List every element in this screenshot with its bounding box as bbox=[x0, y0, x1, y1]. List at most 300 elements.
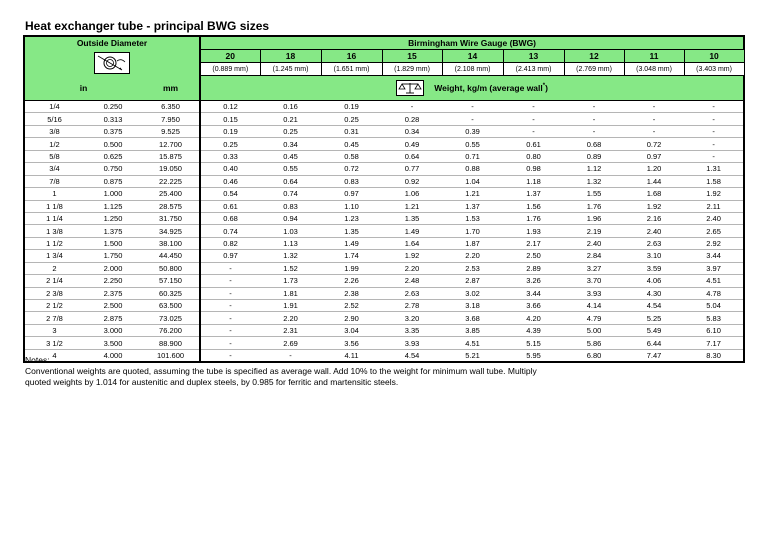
table-cell: 2.20 bbox=[260, 312, 321, 324]
table-cell: 88.900 bbox=[142, 337, 200, 349]
table-cell: 0.72 bbox=[624, 138, 684, 150]
table-cell: 3.20 bbox=[382, 312, 442, 324]
table-cell: 6.80 bbox=[564, 349, 624, 362]
table-cell: 3.93 bbox=[382, 337, 442, 349]
table-cell: 3.27 bbox=[564, 262, 624, 274]
gauge-15: 15 bbox=[382, 50, 442, 63]
table-cell: 19.050 bbox=[142, 163, 200, 175]
table-cell: 5.49 bbox=[624, 324, 684, 336]
table-cell: 2.92 bbox=[684, 237, 744, 249]
table-cell: 2.40 bbox=[624, 225, 684, 237]
table-cell: 1.750 bbox=[84, 250, 142, 262]
table-cell: - bbox=[624, 113, 684, 125]
gauge-mm-12: (2.769 mm) bbox=[564, 63, 624, 76]
table-cell: 2.87 bbox=[442, 275, 503, 287]
table-cell: 0.25 bbox=[260, 125, 321, 137]
table-cell: 50.800 bbox=[142, 262, 200, 274]
table-row bbox=[24, 250, 744, 262]
table-cell: 3 bbox=[24, 324, 84, 336]
table-cell: 1.37 bbox=[503, 188, 564, 200]
table-cell: 2.40 bbox=[564, 237, 624, 249]
table-cell: 0.25 bbox=[321, 113, 382, 125]
table-row bbox=[24, 300, 744, 312]
table-cell: 1.10 bbox=[321, 200, 382, 212]
table-cell: - bbox=[684, 113, 744, 125]
diameter-icon-cell bbox=[24, 50, 200, 76]
table-cell: 1.06 bbox=[382, 188, 442, 200]
table-cell: 2.50 bbox=[503, 250, 564, 262]
table-cell: 0.46 bbox=[200, 175, 260, 187]
table-cell: 1.92 bbox=[684, 188, 744, 200]
table-cell: 0.89 bbox=[564, 150, 624, 162]
table-cell: 0.625 bbox=[84, 150, 142, 162]
table-cell: 0.28 bbox=[382, 113, 442, 125]
table-cell: 0.74 bbox=[200, 225, 260, 237]
table-cell: 1.31 bbox=[684, 163, 744, 175]
table-cell: 3.18 bbox=[442, 300, 503, 312]
table-cell: 1.81 bbox=[260, 287, 321, 299]
table-cell: 3.04 bbox=[321, 324, 382, 336]
table-cell: 3/8 bbox=[24, 125, 84, 137]
table-cell: 2.20 bbox=[382, 262, 442, 274]
weight-label: Weight, kg/m (average wall*) bbox=[434, 83, 548, 93]
table-cell: 2.84 bbox=[564, 250, 624, 262]
table-cell: 5/8 bbox=[24, 150, 84, 162]
table-cell: 0.45 bbox=[260, 150, 321, 162]
table-cell: - bbox=[564, 113, 624, 125]
table-cell: 2 1/2 bbox=[24, 300, 84, 312]
table-cell: 60.325 bbox=[142, 287, 200, 299]
table-row bbox=[24, 101, 744, 113]
table-cell: 5.86 bbox=[564, 337, 624, 349]
table-cell: 3.02 bbox=[442, 287, 503, 299]
table-cell: - bbox=[564, 101, 624, 113]
weight-header bbox=[200, 76, 744, 101]
table-cell: 15.875 bbox=[142, 150, 200, 162]
table-cell: 1.58 bbox=[684, 175, 744, 187]
table-cell: - bbox=[200, 349, 260, 362]
table-cell: 3.500 bbox=[84, 337, 142, 349]
table-cell: 3.93 bbox=[564, 287, 624, 299]
table-cell: 2.19 bbox=[564, 225, 624, 237]
table-cell: 1.49 bbox=[382, 225, 442, 237]
table-row bbox=[24, 287, 744, 299]
table-cell: 3.35 bbox=[382, 324, 442, 336]
table-cell: 4.78 bbox=[684, 287, 744, 299]
table-cell: 2.52 bbox=[321, 300, 382, 312]
table-cell: 0.92 bbox=[382, 175, 442, 187]
table-cell: 0.250 bbox=[84, 101, 142, 113]
table-cell: 0.61 bbox=[200, 200, 260, 212]
table-cell: - bbox=[200, 262, 260, 274]
in-column-header: in bbox=[24, 76, 142, 101]
table-cell: 5.00 bbox=[564, 324, 624, 336]
table-cell: 0.34 bbox=[382, 125, 442, 137]
table-cell: - bbox=[503, 125, 564, 137]
table-cell: 44.450 bbox=[142, 250, 200, 262]
table-cell: 1.125 bbox=[84, 200, 142, 212]
outside-diameter-header: Outside Diameter bbox=[24, 36, 200, 50]
gauge-13: 13 bbox=[503, 50, 564, 63]
table-cell: - bbox=[200, 337, 260, 349]
table-cell: 1 bbox=[24, 188, 84, 200]
table-cell: 4.39 bbox=[503, 324, 564, 336]
table-cell: 2.375 bbox=[84, 287, 142, 299]
table-cell: 0.74 bbox=[260, 188, 321, 200]
bwg-table-body bbox=[24, 101, 744, 363]
gauge-mm-11: (3.048 mm) bbox=[624, 63, 684, 76]
table-cell: 1 3/8 bbox=[24, 225, 84, 237]
table-row bbox=[24, 125, 744, 137]
table-cell: 5.83 bbox=[684, 312, 744, 324]
table-cell: 0.34 bbox=[260, 138, 321, 150]
table-cell: 1.64 bbox=[382, 237, 442, 249]
table-cell: 0.58 bbox=[321, 150, 382, 162]
table-cell: - bbox=[382, 101, 442, 113]
table-cell: 0.55 bbox=[260, 163, 321, 175]
table-cell: 1.49 bbox=[321, 237, 382, 249]
table-cell: 3.26 bbox=[503, 275, 564, 287]
table-cell: 0.39 bbox=[442, 125, 503, 137]
table-row bbox=[24, 113, 744, 125]
table-cell: 5.15 bbox=[503, 337, 564, 349]
table-cell: 2.40 bbox=[684, 212, 744, 224]
bwg-header: Birmingham Wire Gauge (BWG) bbox=[200, 36, 744, 50]
table-cell: 4.54 bbox=[382, 349, 442, 362]
table-cell: 2.90 bbox=[321, 312, 382, 324]
mm-column-header: mm bbox=[142, 76, 200, 101]
table-cell: 4.14 bbox=[564, 300, 624, 312]
table-cell: 4.11 bbox=[321, 349, 382, 362]
table-cell: 0.40 bbox=[200, 163, 260, 175]
table-cell: 5/16 bbox=[24, 113, 84, 125]
table-cell: 0.49 bbox=[382, 138, 442, 150]
table-cell: 8.30 bbox=[684, 349, 744, 362]
notes-line-1: Conventional weights are quoted, assuming the tube is specified as average wall. Add 10% to the weight for minimum wall tube. Multiply bbox=[25, 366, 537, 376]
table-cell: 0.55 bbox=[442, 138, 503, 150]
table-cell: 3.59 bbox=[624, 262, 684, 274]
table-cell: 3.97 bbox=[684, 262, 744, 274]
table-cell: 1 3/4 bbox=[24, 250, 84, 262]
table-cell: 0.80 bbox=[503, 150, 564, 162]
table-cell: - bbox=[442, 101, 503, 113]
table-cell: 2.000 bbox=[84, 262, 142, 274]
table-cell: 2 bbox=[24, 262, 84, 274]
table-cell: 0.25 bbox=[200, 138, 260, 150]
table-cell: 1.500 bbox=[84, 237, 142, 249]
gauge-mm-16: (1.651 mm) bbox=[321, 63, 382, 76]
table-cell: 0.750 bbox=[84, 163, 142, 175]
table-cell: 12.700 bbox=[142, 138, 200, 150]
gauge-mm-10: (3.403 mm) bbox=[684, 63, 744, 76]
table-cell: 1.55 bbox=[564, 188, 624, 200]
table-cell: 0.77 bbox=[382, 163, 442, 175]
page-title: Heat exchanger tube - principal BWG sizes bbox=[25, 19, 270, 33]
table-cell: 0.500 bbox=[84, 138, 142, 150]
table-cell: 3 1/2 bbox=[24, 337, 84, 349]
gauge-10: 10 bbox=[684, 50, 744, 63]
notes-line-2: quoted weights by 1.014 for austenitic and duplex steels, by 0.985 for ferritic and martensitic steels. bbox=[25, 377, 399, 387]
table-cell: 0.71 bbox=[442, 150, 503, 162]
table-cell: 1.87 bbox=[442, 237, 503, 249]
table-cell: 0.68 bbox=[200, 212, 260, 224]
table-cell: 2.48 bbox=[382, 275, 442, 287]
table-cell: 4 bbox=[24, 349, 84, 362]
table-cell: 0.72 bbox=[321, 163, 382, 175]
table-cell: - bbox=[200, 324, 260, 336]
table-cell: - bbox=[684, 125, 744, 137]
table-cell: 1.35 bbox=[321, 225, 382, 237]
table-cell: 1/4 bbox=[24, 101, 84, 113]
table-cell: 2.78 bbox=[382, 300, 442, 312]
table-cell: 4.20 bbox=[503, 312, 564, 324]
table-cell: 2.31 bbox=[260, 324, 321, 336]
table-cell: 0.19 bbox=[321, 101, 382, 113]
gauge-14: 14 bbox=[442, 50, 503, 63]
table-cell: 28.575 bbox=[142, 200, 200, 212]
table-cell: 1.000 bbox=[84, 188, 142, 200]
table-cell: 1.12 bbox=[564, 163, 624, 175]
table-cell: 1.70 bbox=[442, 225, 503, 237]
notes bbox=[25, 355, 537, 388]
table-cell: 57.150 bbox=[142, 275, 200, 287]
gauge-mm-20: (0.889 mm) bbox=[200, 63, 260, 76]
table-row bbox=[24, 175, 744, 187]
table-cell: 0.68 bbox=[564, 138, 624, 150]
table-cell: - bbox=[260, 349, 321, 362]
table-cell: 2.875 bbox=[84, 312, 142, 324]
table-cell: 0.12 bbox=[200, 101, 260, 113]
table-cell: 5.25 bbox=[624, 312, 684, 324]
table-cell: 1.37 bbox=[442, 200, 503, 212]
table-cell: 2.16 bbox=[624, 212, 684, 224]
table-cell: 1.56 bbox=[503, 200, 564, 212]
table-cell: 0.15 bbox=[200, 113, 260, 125]
table-cell: 0.16 bbox=[260, 101, 321, 113]
table-cell: - bbox=[442, 113, 503, 125]
table-cell: 3.44 bbox=[684, 250, 744, 262]
gauge-mm-15: (1.829 mm) bbox=[382, 63, 442, 76]
table-row bbox=[24, 138, 744, 150]
table-row bbox=[24, 200, 744, 212]
bwg-table bbox=[23, 35, 745, 363]
balance-scale-icon bbox=[396, 80, 424, 96]
gauge-16: 16 bbox=[321, 50, 382, 63]
table-cell: 7.47 bbox=[624, 349, 684, 362]
table-cell: 1.21 bbox=[382, 200, 442, 212]
table-cell: 1.76 bbox=[503, 212, 564, 224]
table-cell: 2.63 bbox=[624, 237, 684, 249]
table-cell: 3.56 bbox=[321, 337, 382, 349]
table-cell: 0.313 bbox=[84, 113, 142, 125]
table-cell: - bbox=[200, 312, 260, 324]
table-cell: 3.66 bbox=[503, 300, 564, 312]
table-cell: 3.70 bbox=[564, 275, 624, 287]
table-cell: 1/2 bbox=[24, 138, 84, 150]
table-row bbox=[24, 150, 744, 162]
table-row bbox=[24, 337, 744, 349]
gauge-12: 12 bbox=[564, 50, 624, 63]
table-cell: 3.44 bbox=[503, 287, 564, 299]
table-cell: - bbox=[624, 125, 684, 137]
tube-diameter-icon bbox=[94, 52, 130, 74]
table-cell: - bbox=[684, 138, 744, 150]
table-cell: 2.65 bbox=[684, 225, 744, 237]
table-cell: - bbox=[624, 101, 684, 113]
table-cell: 2 3/8 bbox=[24, 287, 84, 299]
table-cell: 1.13 bbox=[260, 237, 321, 249]
table-cell: 7/8 bbox=[24, 175, 84, 187]
gauge-11: 11 bbox=[624, 50, 684, 63]
notes-heading: Notes: bbox=[25, 355, 50, 365]
table-cell: 2.17 bbox=[503, 237, 564, 249]
table-cell: 2.20 bbox=[442, 250, 503, 262]
table-cell: 0.875 bbox=[84, 175, 142, 187]
table-cell: 0.31 bbox=[321, 125, 382, 137]
table-cell: 7.17 bbox=[684, 337, 744, 349]
table-cell: 1.52 bbox=[260, 262, 321, 274]
table-cell: 3.85 bbox=[442, 324, 503, 336]
table-cell: 4.79 bbox=[564, 312, 624, 324]
table-row bbox=[24, 212, 744, 224]
table-cell: 1.35 bbox=[382, 212, 442, 224]
table-cell: 0.375 bbox=[84, 125, 142, 137]
table-cell: 1.68 bbox=[624, 188, 684, 200]
table-cell: 1.92 bbox=[624, 200, 684, 212]
table-cell: 3.000 bbox=[84, 324, 142, 336]
table-cell: 1.96 bbox=[564, 212, 624, 224]
table-cell: 0.21 bbox=[260, 113, 321, 125]
table-cell: 4.30 bbox=[624, 287, 684, 299]
table-cell: 4.54 bbox=[624, 300, 684, 312]
table-cell: 2.250 bbox=[84, 275, 142, 287]
table-cell: 1.21 bbox=[442, 188, 503, 200]
gauge-mm-18: (1.245 mm) bbox=[260, 63, 321, 76]
table-cell: 1.20 bbox=[624, 163, 684, 175]
table-cell: 5.21 bbox=[442, 349, 503, 362]
table-cell: 3/4 bbox=[24, 163, 84, 175]
table-cell: 0.97 bbox=[624, 150, 684, 162]
table-cell: 4.51 bbox=[442, 337, 503, 349]
table-cell: 1.250 bbox=[84, 212, 142, 224]
table-cell: 0.54 bbox=[200, 188, 260, 200]
table-cell: 2.38 bbox=[321, 287, 382, 299]
table-cell: 1.99 bbox=[321, 262, 382, 274]
gauge-20: 20 bbox=[200, 50, 260, 63]
table-cell: 0.45 bbox=[321, 138, 382, 150]
table-cell: 3.10 bbox=[624, 250, 684, 262]
gauge-mm-14: (2.108 mm) bbox=[442, 63, 503, 76]
table-cell: 63.500 bbox=[142, 300, 200, 312]
table-cell: 1.23 bbox=[321, 212, 382, 224]
table-cell: 4.000 bbox=[84, 349, 142, 362]
table-cell: - bbox=[200, 275, 260, 287]
table-cell: 0.88 bbox=[442, 163, 503, 175]
table-cell: 1.92 bbox=[382, 250, 442, 262]
table-row bbox=[24, 312, 744, 324]
table-row bbox=[24, 262, 744, 274]
table-row bbox=[24, 237, 744, 249]
table-cell: - bbox=[564, 125, 624, 137]
table-row bbox=[24, 163, 744, 175]
table-cell: 2.89 bbox=[503, 262, 564, 274]
table-cell: 5.95 bbox=[503, 349, 564, 362]
table-cell: 4.51 bbox=[684, 275, 744, 287]
table-cell: 2.63 bbox=[382, 287, 442, 299]
table-cell: 0.97 bbox=[200, 250, 260, 262]
table-cell: 6.10 bbox=[684, 324, 744, 336]
table-cell: 1.44 bbox=[624, 175, 684, 187]
table-cell: 22.225 bbox=[142, 175, 200, 187]
table-cell: - bbox=[503, 113, 564, 125]
table-cell: 1.76 bbox=[564, 200, 624, 212]
table-cell: 0.64 bbox=[260, 175, 321, 187]
table-cell: 0.64 bbox=[382, 150, 442, 162]
table-row bbox=[24, 225, 744, 237]
table-cell: 2.53 bbox=[442, 262, 503, 274]
table-cell: 25.400 bbox=[142, 188, 200, 200]
table-cell: - bbox=[684, 101, 744, 113]
table-cell: 4.06 bbox=[624, 275, 684, 287]
table-cell: 7.950 bbox=[142, 113, 200, 125]
table-cell: 1.03 bbox=[260, 225, 321, 237]
table-cell: 101.600 bbox=[142, 349, 200, 362]
table-cell: 2 7/8 bbox=[24, 312, 84, 324]
table-cell: 1.375 bbox=[84, 225, 142, 237]
table-cell: 1 1/4 bbox=[24, 212, 84, 224]
gauge-18: 18 bbox=[260, 50, 321, 63]
table-cell: 0.94 bbox=[260, 212, 321, 224]
table-cell: 0.19 bbox=[200, 125, 260, 137]
table-cell: 73.025 bbox=[142, 312, 200, 324]
table-cell: 1.04 bbox=[442, 175, 503, 187]
table-cell: 6.44 bbox=[624, 337, 684, 349]
table-cell: 2.11 bbox=[684, 200, 744, 212]
gauge-mm-13: (2.413 mm) bbox=[503, 63, 564, 76]
table-cell: 1.32 bbox=[260, 250, 321, 262]
table-cell: 6.350 bbox=[142, 101, 200, 113]
table-cell: 1.74 bbox=[321, 250, 382, 262]
table-cell: 1 1/8 bbox=[24, 200, 84, 212]
table-cell: 0.83 bbox=[260, 200, 321, 212]
table-cell: 2.500 bbox=[84, 300, 142, 312]
table-cell: 34.925 bbox=[142, 225, 200, 237]
table-cell: 0.98 bbox=[503, 163, 564, 175]
table-cell: 1.93 bbox=[503, 225, 564, 237]
table-cell: - bbox=[684, 150, 744, 162]
table-cell: 9.525 bbox=[142, 125, 200, 137]
table-cell: 2.69 bbox=[260, 337, 321, 349]
table-cell: - bbox=[200, 287, 260, 299]
table-row bbox=[24, 275, 744, 287]
table-cell: 1.73 bbox=[260, 275, 321, 287]
table-cell: - bbox=[200, 300, 260, 312]
table-cell: 1 1/2 bbox=[24, 237, 84, 249]
table-cell: 2.26 bbox=[321, 275, 382, 287]
table-cell: 3.68 bbox=[442, 312, 503, 324]
table-cell: 1.53 bbox=[442, 212, 503, 224]
table-cell: 76.200 bbox=[142, 324, 200, 336]
table-cell: 0.82 bbox=[200, 237, 260, 249]
table-cell: 31.750 bbox=[142, 212, 200, 224]
table-cell: 5.04 bbox=[684, 300, 744, 312]
table-cell: 0.83 bbox=[321, 175, 382, 187]
table-cell: 38.100 bbox=[142, 237, 200, 249]
table-cell: 0.33 bbox=[200, 150, 260, 162]
table-cell: 0.61 bbox=[503, 138, 564, 150]
table-cell: 0.97 bbox=[321, 188, 382, 200]
table-row bbox=[24, 324, 744, 336]
